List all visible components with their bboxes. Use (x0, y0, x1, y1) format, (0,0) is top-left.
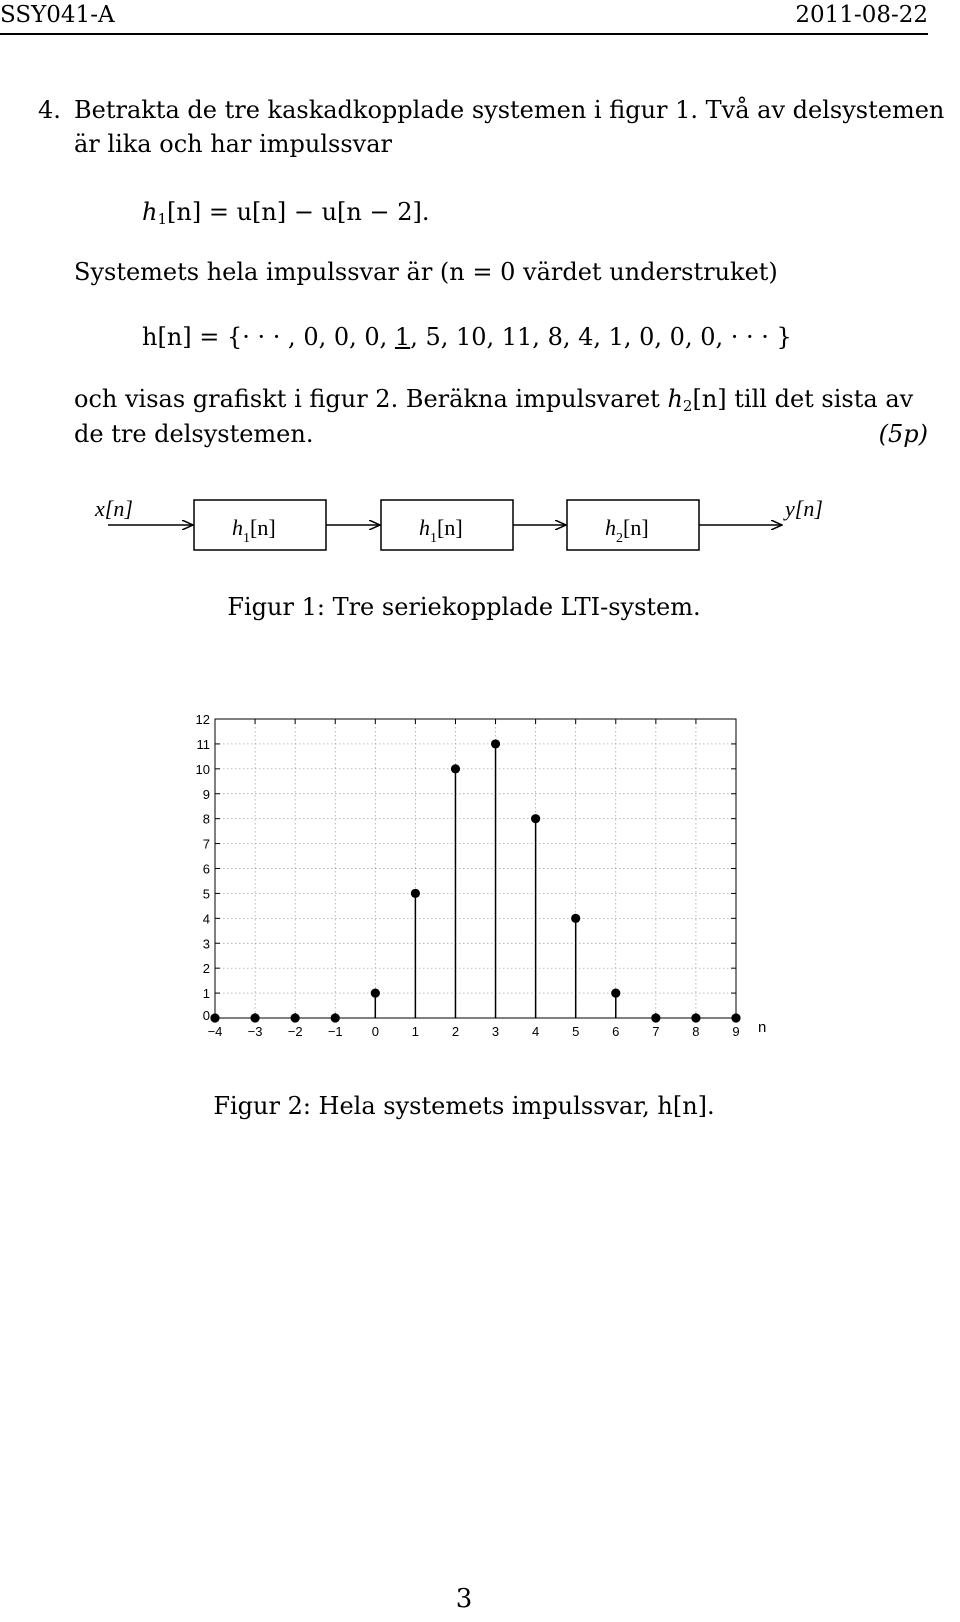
eq2-lhs: h[n] = { (142, 323, 243, 351)
x-tick-label: 0 (371, 1024, 379, 1039)
x-tick-label: −3 (247, 1024, 263, 1039)
x-tick-label: 5 (572, 1024, 580, 1039)
impulse-response-chart (0, 700, 928, 1060)
page-number: 3 (455, 1584, 473, 1614)
stem-marker (531, 814, 540, 823)
stem-marker (291, 1013, 300, 1022)
y-tick-label: 2 (202, 961, 210, 977)
y-tick-label: 1 (202, 986, 210, 1002)
stem-marker (731, 1013, 740, 1022)
line4-sub: 2 (682, 397, 693, 415)
equation-h (142, 321, 792, 353)
stem-marker (250, 1013, 259, 1022)
header-rule (0, 33, 928, 35)
line4-a: och visas grafiskt i figur 2. Beräkna impulsvaret (74, 385, 668, 413)
x-tick-label: 7 (652, 1024, 660, 1039)
stem-marker (451, 764, 460, 773)
problem-number: 4. (38, 96, 61, 124)
stem-marker (371, 988, 380, 997)
stem-marker (411, 889, 420, 898)
problem-line-2: är lika och har impulssvar (74, 130, 392, 158)
problem-line-5: de tre delsystemen. (74, 420, 314, 448)
block-1-label: $h_1[n]$ (232, 515, 276, 546)
figure-2-caption: Figur 2: Hela systemets impulssvar, h[n]. (213, 1092, 715, 1120)
y-tick-label: 4 (202, 911, 210, 927)
eq2-before: · · · , 0, 0, 0, (242, 323, 395, 351)
stem-marker (651, 1013, 660, 1022)
x-tick-label: 1 (411, 1024, 420, 1039)
line4-b: [n] till det sista av (692, 385, 914, 413)
y-tick-label: 8 (202, 811, 210, 827)
y-tick-label: 12 (195, 712, 210, 727)
eq1-sub: 1 (157, 210, 168, 228)
stem-marker (691, 1013, 700, 1022)
y-tick-label: 10 (195, 761, 210, 777)
eq1-rhs: = u[n] − u[n − 2]. (208, 198, 430, 226)
equation-h1 (142, 196, 430, 228)
stem-marker (331, 1013, 340, 1022)
problem-line-4 (74, 383, 913, 415)
block-diagram (0, 480, 928, 580)
y-tick-label: 7 (202, 836, 210, 852)
x-tick-label: 9 (732, 1024, 740, 1039)
problem-line-3: Systemets hela impulssvar är (n = 0 värdet understruket) (74, 258, 778, 286)
stem-marker (571, 914, 580, 923)
y-tick-label: 0 (202, 1008, 210, 1023)
eq1-h: h (142, 198, 158, 226)
x-tick-label: 8 (692, 1024, 700, 1039)
x-tick-label: −1 (327, 1024, 343, 1039)
x-tick-label: −4 (207, 1024, 223, 1039)
stem-marker (491, 739, 500, 748)
block-2-label: $h_1[n]$ (419, 515, 463, 546)
output-label: y[n] (785, 496, 823, 521)
x-tick-label: −2 (287, 1024, 303, 1039)
y-tick-label: 6 (202, 861, 210, 877)
stem-marker (210, 1013, 219, 1022)
stem-marker (611, 988, 620, 997)
eq1-arg: [n] (167, 198, 202, 226)
x-tick-label: 3 (491, 1024, 500, 1039)
problem-points: (5p) (878, 420, 928, 448)
line4-h: h (667, 385, 683, 413)
eq2-underlined-zero-index: 1 (394, 323, 411, 351)
x-tick-label: 4 (531, 1024, 540, 1039)
y-tick-label: 9 (202, 786, 210, 802)
block-3-label: $h_2[n]$ (605, 515, 649, 546)
problem-line-1: Betrakta de tre kaskadkopplade systemen i figur 1. Två av delsystemen (74, 96, 945, 124)
course-code: SSY041-A (0, 2, 115, 28)
exam-date: 2011-08-22 (795, 2, 928, 28)
eq2-after: , 5, 10, 11, 8, 4, 1, 0, 0, 0, · · · } (410, 323, 792, 351)
y-tick-label: 3 (202, 936, 210, 952)
x-tick-label: 6 (612, 1024, 620, 1039)
y-tick-label: 5 (202, 886, 210, 902)
figure-1-caption: Figur 1: Tre seriekopplade LTI-system. (227, 593, 701, 621)
x-axis-label: n (758, 1019, 767, 1036)
y-tick-label: 11 (196, 736, 210, 752)
input-label: x[n] (95, 496, 133, 521)
x-tick-label: 2 (451, 1024, 460, 1039)
